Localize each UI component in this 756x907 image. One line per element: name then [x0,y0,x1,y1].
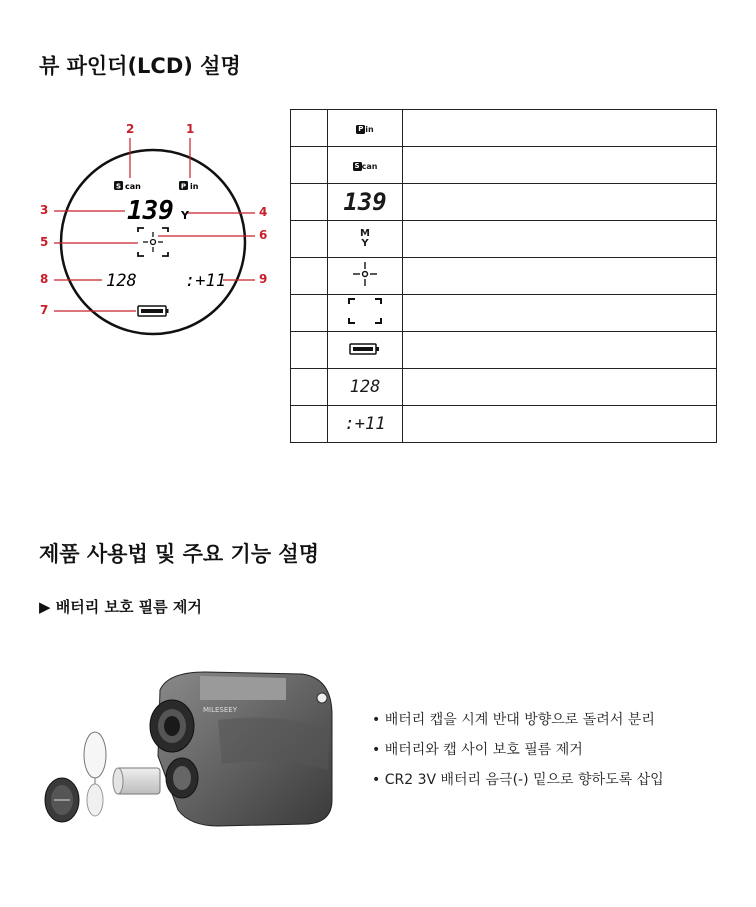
table-row [291,221,717,258]
scan-badge-icon: S [354,161,360,170]
description-cell [403,110,717,147]
battery-icon [349,342,381,356]
callout-9: 9 [259,272,268,286]
scan-label: can [125,182,141,191]
section-title-usage: 제품 사용법 및 주요 기능 설명 [39,542,319,566]
row-number-cell [291,369,328,406]
row-number-cell [291,406,328,443]
unit-symbol [328,221,403,258]
pin-badge-letter: P [180,182,187,191]
battery-film-heading: ▶ 배터리 보호 필름 제거 [39,598,202,616]
lcd-diagram [30,115,280,340]
description-cell [403,332,717,369]
table-row [291,406,717,443]
description-cell [403,258,717,295]
battery-cap-icon [45,778,79,822]
angle-symbol: 128 [328,369,403,406]
table-row [291,369,717,406]
row-number-cell [291,184,328,221]
battery-icon [138,306,169,316]
pin-badge-icon: P [358,124,364,133]
symbol-cell [328,295,403,332]
crosshair-icon [350,260,380,288]
row-number-cell [291,258,328,295]
table-row [291,147,717,184]
list-item: • CR2 3V 배터리 음극(-) 밑으로 향하도록 삽입 [372,772,664,788]
symbol-cell [328,332,403,369]
pin-label: in [365,124,374,134]
unit-yard: Y [361,238,369,249]
distance-readout: 139 [127,196,174,226]
callout-8: 8 [40,272,49,286]
symbol-cell [328,147,403,184]
table-row [291,110,717,147]
symbol-cell [328,110,403,147]
brand-logo: MILESEEY [203,706,237,714]
power-button-icon [317,693,327,703]
cr2-battery-icon [113,768,160,794]
row-number-cell [291,110,328,147]
description-cell [403,295,717,332]
description-cell [403,184,717,221]
battery-instructions [372,709,664,799]
list-item: • 배터리와 캡 사이 보호 필름 제거 [372,742,583,758]
pin-label: in [190,182,199,191]
scan-badge-letter: S [115,182,122,191]
slope-symbol: :+11 [328,406,403,443]
distance-symbol: 139 [328,184,403,221]
unit-meter: M [360,228,370,239]
frame-brackets-icon [346,296,384,326]
callout-5: 5 [40,235,49,249]
table-row [291,332,717,369]
scan-label: can [361,161,378,171]
row-number-cell [291,295,328,332]
rangefinder-battery-svg [40,660,340,840]
row-number-cell [291,221,328,258]
slope-readout: :+11 [185,271,226,291]
list-item: • 배터리 캡을 시계 반대 방향으로 돌려서 분리 [372,712,655,728]
callout-2: 2 [126,122,135,136]
device-top-panel [200,676,286,700]
description-cell [403,369,717,406]
lcd-diagram-svg [30,115,280,340]
callout-1: 1 [186,122,195,136]
description-cell [403,406,717,443]
callout-3: 3 [40,203,49,217]
table-row [291,184,717,221]
callout-7: 7 [40,303,49,317]
table-row [291,258,717,295]
description-cell [403,147,717,184]
callout-4: 4 [259,205,268,219]
row-number-cell [291,147,328,184]
angle-readout: 128 [106,271,137,291]
crosshair-icon [143,232,163,252]
rangefinder-illustration [40,660,340,840]
section-title-lcd: 뷰 파인더(LCD) 설명 [39,54,241,78]
row-number-cell [291,332,328,369]
description-cell [403,221,717,258]
symbol-cell [328,258,403,295]
callout-6: 6 [259,228,268,242]
protective-film-icon [84,732,106,816]
lcd-symbol-table [290,109,717,443]
table-row [291,295,717,332]
unit-readout: Y [181,209,189,222]
